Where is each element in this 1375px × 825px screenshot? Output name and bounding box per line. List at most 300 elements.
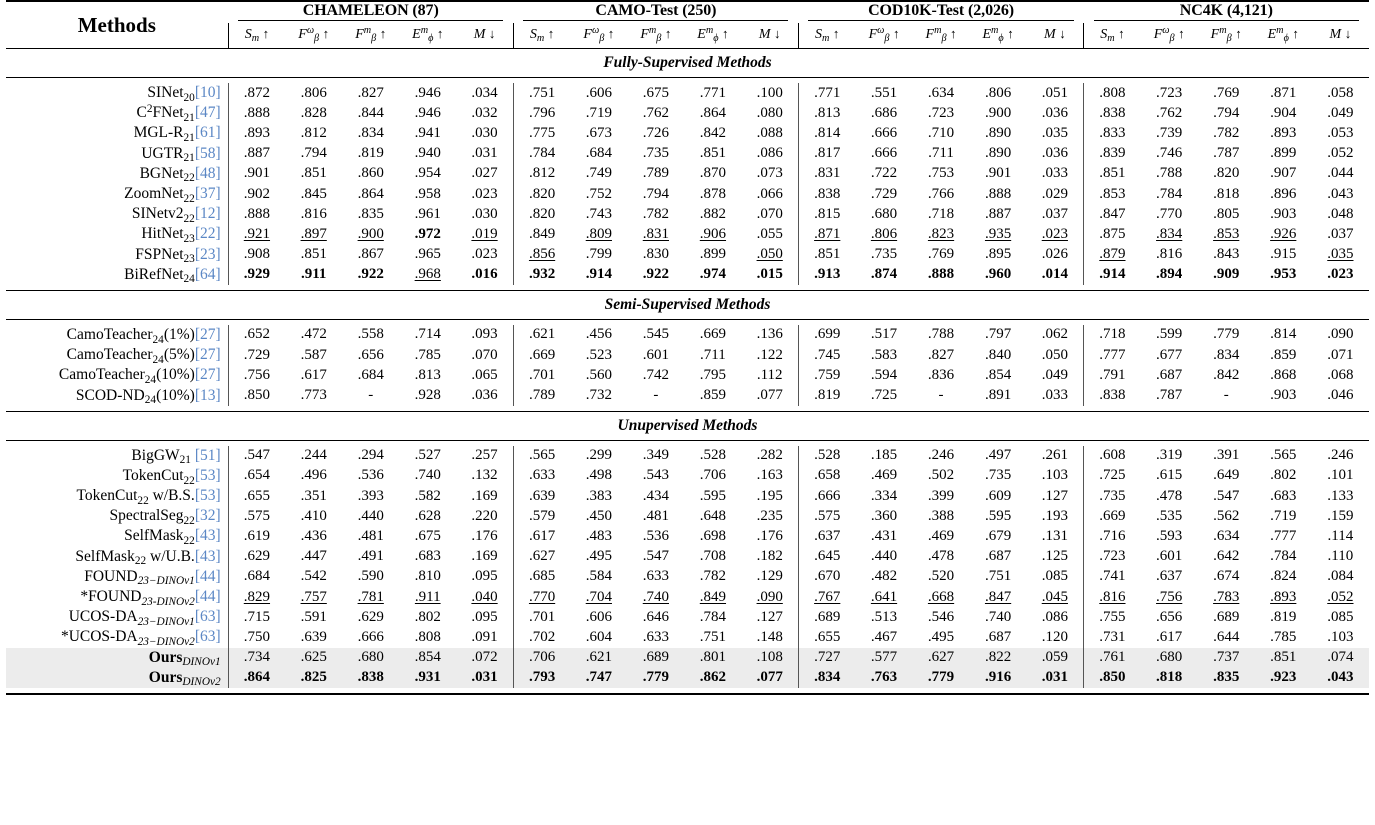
metric-value: .133 — [1327, 487, 1354, 504]
metric-value: .685 — [513, 567, 570, 587]
metric-value: .849 — [513, 224, 570, 244]
metric-value: .095 — [471, 608, 498, 625]
metric-value: .547 — [228, 446, 285, 466]
metric-value: .822 — [970, 648, 1027, 668]
metric-value: .903 — [1270, 205, 1297, 222]
metric-header: $F^m_\beta$ ↑ — [1210, 25, 1242, 45]
metric-value: .791 — [1084, 365, 1141, 385]
metric-value: .131 — [1041, 527, 1068, 544]
metric-value: .257 — [471, 447, 498, 464]
metric-value: .073 — [756, 165, 783, 182]
table-row — [6, 547, 1369, 567]
metric-value: .031 — [471, 145, 498, 162]
metric-value: .900 — [984, 104, 1012, 121]
metric-value: .820 — [513, 184, 570, 204]
metric-value: .913 — [798, 265, 855, 285]
metric-value: .704 — [585, 588, 612, 605]
metric-value: .708 — [699, 548, 727, 565]
metric-value: .523 — [585, 346, 612, 363]
metric-value: .558 — [357, 326, 384, 343]
metric-value: .648 — [699, 507, 727, 524]
metric-value: .908 — [228, 245, 285, 265]
metric-value: .706 — [513, 648, 570, 668]
metric-value: .037 — [1327, 225, 1354, 242]
metric-value: .675 — [642, 84, 669, 101]
metric-value: .114 — [1327, 527, 1354, 544]
metric-value: .545 — [642, 326, 669, 343]
metric-value: .606 — [585, 84, 612, 101]
metric-value: .085 — [1041, 568, 1068, 585]
metric-value: .834 — [798, 668, 855, 688]
metric-value: .723 — [1156, 84, 1183, 101]
method-name-cell: UCOS-$DA_{23-DINOv1}[63]$ — [68, 608, 221, 628]
metric-value: .068 — [1327, 366, 1354, 383]
metric-value: .590 — [357, 568, 384, 585]
metric-value: .795 — [699, 366, 727, 383]
table-row — [6, 365, 1369, 385]
metric-value: .634 — [1213, 527, 1240, 544]
metric-value: .656 — [1156, 608, 1183, 625]
table-row — [6, 587, 1369, 607]
metric-value: .641 — [870, 588, 898, 605]
metric-value: .909 — [1213, 266, 1240, 283]
metric-value: .931 — [399, 668, 456, 688]
metric-value: .787 — [1213, 145, 1240, 162]
metric-value: .562 — [1213, 507, 1240, 524]
metric-value: .784 — [1270, 548, 1297, 565]
metric-value: .108 — [741, 648, 798, 668]
metric-value: .847 — [984, 588, 1012, 605]
metric-value: .867 — [357, 246, 384, 263]
metric-value: .669 — [699, 326, 727, 343]
metric-value: .818 — [1141, 668, 1198, 688]
metric-value: .048 — [1327, 205, 1354, 222]
metric-value: .840 — [984, 346, 1012, 363]
method-name-cell: CamoTeacher$_{24}$(5%)[27] — [66, 346, 221, 366]
metric-value: .864 — [357, 185, 384, 202]
metric-value: .627 — [513, 547, 570, 567]
metric-header: $S_m$ ↑ — [228, 23, 285, 49]
metric-header: M ↓ — [1044, 26, 1066, 42]
metric-value: .594 — [870, 366, 898, 383]
metric-value: .294 — [357, 447, 384, 464]
metric-value: .615 — [1156, 467, 1183, 484]
metric-value: .634 — [927, 84, 955, 101]
table-row — [6, 668, 1369, 688]
metric-value: .887 — [228, 144, 285, 164]
metric-value: .746 — [1156, 145, 1183, 162]
metric-value: .756 — [228, 365, 285, 385]
metric-value: .958 — [414, 185, 441, 202]
metric-value: .725 — [1084, 466, 1141, 486]
metric-value: .440 — [357, 507, 384, 524]
metric-value: .890 — [984, 124, 1012, 141]
metric-value: .851 — [300, 246, 327, 263]
method-name-cell: SelfMask$_{22}$ w/U.B.[43] — [75, 547, 221, 568]
metric-value: .055 — [756, 225, 783, 242]
metric-value: .747 — [570, 668, 627, 688]
metric-value: .897 — [300, 225, 327, 242]
metric-value: .617 — [513, 526, 570, 546]
metric-value: .888 — [228, 103, 285, 123]
metric-value: .513 — [870, 608, 898, 625]
metric-value: .100 — [756, 84, 783, 101]
metric-value: .782 — [1213, 124, 1240, 141]
metric-value: .718 — [927, 205, 955, 222]
metric-value: .680 — [1141, 648, 1198, 668]
metric-value: .762 — [642, 104, 669, 121]
metric-value: .032 — [471, 104, 498, 121]
metric-value: .469 — [927, 527, 955, 544]
metric-value: .732 — [585, 387, 612, 404]
metric-value: .699 — [798, 325, 855, 345]
metric-value: .856 — [513, 245, 570, 265]
metric-value: .675 — [414, 527, 441, 544]
method-name-cell: SelfMask$_{22}$[43] — [124, 527, 221, 548]
metric-value: .842 — [1213, 366, 1240, 383]
metric-value: .890 — [984, 145, 1012, 162]
metric-value: .701 — [513, 607, 570, 627]
metric-value: .349 — [642, 447, 669, 464]
group-header-label: CHAMELEON (87) — [238, 2, 503, 21]
metric-header: $E^m_\phi$ ↑ — [982, 25, 1014, 45]
metric-value: .016 — [471, 266, 498, 283]
metric-header: $E^m_\phi$ ↑ — [697, 25, 729, 45]
metric-value: .456 — [585, 326, 612, 343]
metric-value: .319 — [1156, 447, 1183, 464]
metric-value: .784 — [513, 144, 570, 164]
metric-value: .851 — [798, 245, 855, 265]
metric-value: .447 — [300, 548, 327, 565]
metric-value: .091 — [471, 628, 498, 645]
metric-value: .065 — [471, 366, 498, 383]
metric-value: .542 — [300, 568, 327, 585]
method-name-cell: TokenCut$_{22}$[53] — [122, 466, 221, 487]
metric-value: .777 — [1270, 527, 1297, 544]
metric-value: .095 — [471, 568, 498, 585]
metric-value: .527 — [414, 447, 441, 464]
metric-value: .393 — [357, 487, 384, 504]
metric-value: .894 — [1156, 266, 1183, 283]
metric-value: .670 — [798, 567, 855, 587]
metric-value: .751 — [513, 83, 570, 103]
metric-value: .023 — [471, 246, 498, 263]
table-row — [6, 526, 1369, 546]
metric-value: .043 — [1312, 668, 1369, 688]
metric-value: .824 — [1270, 568, 1297, 585]
metric-value: .469 — [870, 467, 898, 484]
metric-value: .838 — [1084, 385, 1141, 405]
metric-value: .722 — [870, 165, 898, 182]
metric-value: .030 — [471, 205, 498, 222]
metric-value: .888 — [228, 204, 285, 224]
metric-value: .674 — [1213, 568, 1240, 585]
metric-value: .782 — [642, 205, 669, 222]
metric-value: .687 — [1156, 366, 1183, 383]
metric-header: $F^m_\beta$ ↑ — [925, 25, 957, 45]
metric-value: .684 — [357, 366, 384, 383]
metric-value: .851 — [1255, 648, 1312, 668]
metric-value: .787 — [1156, 387, 1183, 404]
metric-value: .875 — [1084, 224, 1141, 244]
metric-value: .633 — [642, 628, 669, 645]
table-row — [6, 204, 1369, 224]
metric-value: .735 — [870, 246, 898, 263]
metric-value: .825 — [285, 668, 342, 688]
metric-value: .771 — [699, 84, 727, 101]
metric-value: .740 — [984, 608, 1012, 625]
metric-value: .808 — [1084, 83, 1141, 103]
metric-value: .679 — [984, 527, 1012, 544]
metric-value: .782 — [699, 568, 727, 585]
metric-value: .805 — [1213, 205, 1240, 222]
metric-value: .086 — [756, 145, 783, 162]
metric-value: .806 — [300, 84, 327, 101]
metric-value: .575 — [228, 506, 285, 526]
metric-value: .035 — [1041, 124, 1068, 141]
metric-value: .652 — [228, 325, 285, 345]
metric-value: .842 — [699, 124, 727, 141]
bottom-rule — [6, 694, 1369, 695]
metric-value: .831 — [798, 164, 855, 184]
metric-value: .775 — [513, 123, 570, 143]
metric-value: .086 — [1041, 608, 1068, 625]
table-row — [6, 265, 1369, 285]
metric-value: .701 — [513, 365, 570, 385]
metric-value: .766 — [927, 185, 955, 202]
metric-value: .088 — [756, 124, 783, 141]
dataset-group-header — [798, 1, 1083, 23]
metric-value: .176 — [756, 527, 783, 544]
metric-value: .723 — [927, 104, 955, 121]
metric-value: .666 — [870, 145, 898, 162]
metric-value: .584 — [585, 568, 612, 585]
metric-value: .033 — [1041, 165, 1068, 182]
method-name-cell: BiRefNet$_{24}$[64] — [124, 265, 221, 286]
metric-value: .859 — [1270, 346, 1297, 363]
metric-value: .528 — [699, 447, 727, 464]
metric-value: .960 — [984, 266, 1012, 283]
metric-value: .601 — [642, 346, 669, 363]
metric-value: .834 — [357, 124, 384, 141]
metric-value: .851 — [300, 165, 327, 182]
metric-value: .904 — [1270, 104, 1297, 121]
metric-value: .036 — [471, 387, 498, 404]
metric-value: .599 — [1156, 326, 1183, 343]
metric-value: .112 — [756, 366, 783, 383]
metric-value: .819 — [798, 385, 855, 405]
metric-value: .816 — [1156, 246, 1183, 263]
metric-value: .629 — [357, 608, 384, 625]
table-row — [6, 245, 1369, 265]
metric-value: .799 — [585, 246, 612, 263]
metric-value: .637 — [1156, 568, 1183, 585]
method-name-cell: SCOD-$ND_{24}(10\%)[13]$ — [75, 386, 221, 407]
metric-value: .101 — [1327, 467, 1354, 484]
metric-value: .261 — [1041, 447, 1068, 464]
metric-value: .551 — [870, 84, 898, 101]
metric-value: .246 — [927, 447, 955, 464]
metric-value: .781 — [357, 588, 384, 605]
metric-value: .182 — [756, 548, 783, 565]
metric-value: .495 — [927, 628, 955, 645]
table-row — [6, 567, 1369, 587]
metric-value: .110 — [1327, 548, 1354, 565]
metric-value: .593 — [1156, 527, 1183, 544]
metric-value: .862 — [684, 668, 741, 688]
metric-value: .583 — [870, 346, 898, 363]
metric-header: $S_m$ ↑ — [513, 23, 570, 49]
method-name-cell: $SINetv2_{22}[12]$ — [131, 205, 221, 225]
metric-value: .687 — [984, 548, 1012, 565]
method-name-cell: $*UCOS-DA_{23-DINOv2}[63]$ — [60, 628, 221, 649]
metric-value: .666 — [798, 486, 855, 506]
group-header-label: COD10K-Test (2,026) — [808, 2, 1073, 21]
metric-value: .806 — [870, 225, 898, 242]
metric-value: .033 — [1041, 387, 1068, 404]
metric-value: .896 — [1270, 185, 1297, 202]
metric-value: .735 — [1084, 486, 1141, 506]
metric-value: .159 — [1327, 507, 1354, 524]
table-row — [6, 506, 1369, 526]
metric-value: .520 — [927, 568, 955, 585]
metric-value: .794 — [1213, 104, 1240, 121]
metric-value: .668 — [927, 588, 955, 605]
dataset-group-header — [1084, 1, 1369, 23]
metric-value: .816 — [1084, 587, 1141, 607]
metric-value: .491 — [357, 548, 384, 565]
metric-value: .535 — [1156, 507, 1183, 524]
metric-value: .844 — [357, 104, 384, 121]
metric-value: .814 — [798, 123, 855, 143]
metric-value: .935 — [984, 225, 1012, 242]
metric-value: .050 — [1041, 346, 1068, 363]
metric-value: .587 — [300, 346, 327, 363]
metric-value: .922 — [357, 266, 384, 283]
metric-value: .829 — [228, 587, 285, 607]
metric-header: $F^\omega_\beta$ ↑ — [583, 25, 615, 45]
metric-value: .902 — [228, 184, 285, 204]
metric-value: .633 — [513, 466, 570, 486]
metric-value: .036 — [1041, 104, 1068, 121]
metric-value: .893 — [1270, 588, 1297, 605]
metric-value: .819 — [1270, 608, 1297, 625]
metric-value: .751 — [984, 568, 1012, 585]
metric-value: .617 — [1156, 628, 1183, 645]
table-row — [6, 325, 1369, 345]
metric-value: .830 — [642, 246, 669, 263]
table-row — [6, 345, 1369, 365]
metric-value: .759 — [798, 365, 855, 385]
metric-value: .874 — [870, 266, 898, 283]
metric-value: .911 — [414, 588, 441, 605]
metric-value: .946 — [414, 84, 441, 101]
metric-value: .066 — [756, 185, 783, 202]
metric-value: .723 — [1084, 547, 1141, 567]
metric-value: .673 — [585, 124, 612, 141]
metric-value: .833 — [1084, 123, 1141, 143]
metric-value: .819 — [357, 145, 384, 162]
metric-value: .932 — [513, 265, 570, 285]
metric-value: .731 — [1084, 627, 1141, 647]
metric-value: .753 — [927, 165, 955, 182]
metric-value: .735 — [642, 145, 669, 162]
metric-value: .014 — [1041, 266, 1068, 283]
metric-value: .946 — [414, 104, 441, 121]
metric-value: .895 — [984, 246, 1012, 263]
metric-value: .383 — [585, 487, 612, 504]
metric-header: $S_m$ ↑ — [1084, 23, 1141, 49]
metric-value: .072 — [456, 648, 513, 668]
metric-value: .497 — [984, 447, 1012, 464]
metric-value: .478 — [1156, 487, 1183, 504]
metric-value: .850 — [1084, 668, 1141, 688]
metric-value: .888 — [927, 266, 955, 283]
metric-value: .595 — [984, 507, 1012, 524]
metric-value: .019 — [471, 225, 498, 242]
metric-value: .351 — [300, 487, 327, 504]
metric-value: .023 — [471, 185, 498, 202]
metric-value: .040 — [471, 588, 498, 605]
metric-value: .122 — [756, 346, 783, 363]
table-row — [6, 486, 1369, 506]
metric-header: $E^m_\phi$ ↑ — [412, 25, 444, 45]
metric-value: .642 — [1213, 548, 1240, 565]
metric-value: - — [938, 387, 944, 404]
metric-value: .860 — [357, 165, 384, 182]
metric-value: .059 — [1027, 648, 1084, 668]
metric-value: .644 — [1213, 628, 1240, 645]
metric-value: .940 — [414, 145, 441, 162]
metric-value: .399 — [927, 487, 955, 504]
metric-value: .595 — [699, 487, 727, 504]
metric-value: .628 — [414, 507, 441, 524]
metric-value: .687 — [984, 628, 1012, 645]
metric-value: .103 — [1041, 467, 1068, 484]
metric-value: .779 — [1213, 326, 1240, 343]
metric-value: .071 — [1327, 346, 1354, 363]
metric-value: .029 — [1041, 185, 1068, 202]
metric-value: .762 — [1156, 104, 1183, 121]
metric-value: .536 — [642, 527, 669, 544]
metric-value: .388 — [927, 507, 955, 524]
metric-value: .132 — [471, 467, 498, 484]
metric-value: .136 — [756, 326, 783, 343]
metric-value: .360 — [870, 507, 898, 524]
metric-value: .049 — [1327, 104, 1354, 121]
metric-value: .483 — [585, 527, 612, 544]
metric-value: .680 — [342, 648, 399, 668]
method-name-cell: Ours$_{DINOv2}$ — [6, 668, 228, 688]
metric-value: .788 — [927, 326, 955, 343]
table-row — [6, 466, 1369, 486]
metric-value: .031 — [1027, 668, 1084, 688]
metric-value: .246 — [1327, 447, 1354, 464]
metric-value: .921 — [228, 224, 285, 244]
metric-value: .282 — [756, 447, 783, 464]
metric-value: .235 — [756, 507, 783, 524]
metric-value: .845 — [300, 185, 327, 202]
metric-value: .669 — [513, 345, 570, 365]
metric-value: .037 — [1041, 205, 1068, 222]
metric-value: .103 — [1327, 628, 1354, 645]
metric-value: .689 — [627, 648, 684, 668]
metric-value: .698 — [699, 527, 727, 544]
section-label-row — [6, 411, 1369, 440]
metric-value: .617 — [300, 366, 327, 383]
metric-value: .796 — [513, 103, 570, 123]
metric-value: .517 — [870, 326, 898, 343]
